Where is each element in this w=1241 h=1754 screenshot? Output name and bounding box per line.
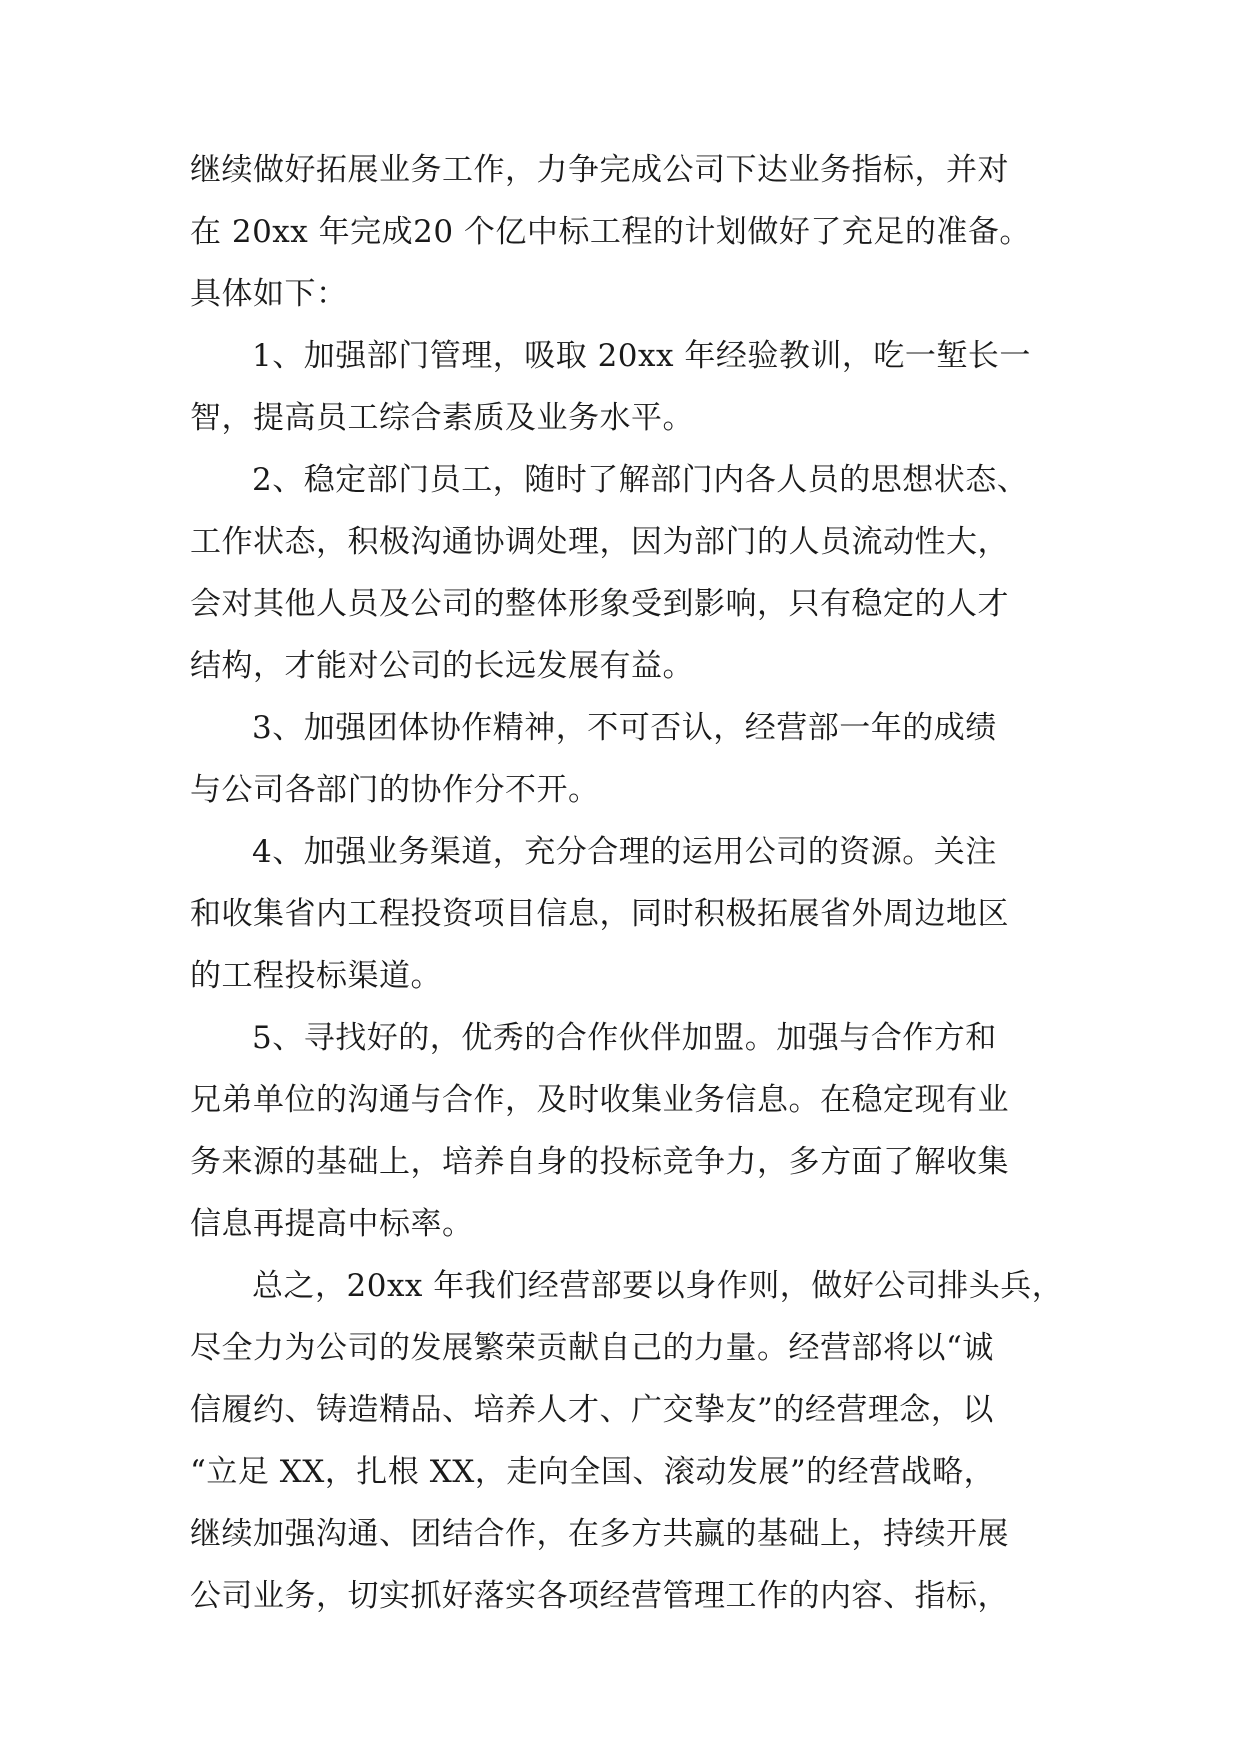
text-line: “立足 XX，扎根 XX，走向全国、滚动发展”的经营战略， xyxy=(190,1454,996,1490)
text-line: 继续加强沟通、团结合作，在多方共赢的基础上，持续开展 xyxy=(190,1516,1009,1552)
text-line: 具体如下： xyxy=(190,276,348,312)
list-item-3: 3、加强团体协作精神，不可否认，经营部一年的成绩 xyxy=(252,710,997,746)
list-item-5: 5、寻找好的，优秀的合作伙伴加盟。加强与合作方和 xyxy=(252,1020,997,1056)
summary-paragraph: 总之，20xx 年我们经营部要以身作则，做好公司排头兵， xyxy=(252,1268,1064,1304)
text-line: 结构，才能对公司的长远发展有益。 xyxy=(190,648,694,684)
text-line: 和收集省内工程投资项目信息，同时积极拓展省外周边地区 xyxy=(190,896,1009,932)
list-item-2: 2、稳定部门员工，随时了解部门内各人员的思想状态、 xyxy=(252,462,1029,498)
text-line: 公司业务，切实抓好落实各项经营管理工作的内容、指标， xyxy=(190,1578,1009,1614)
list-item-4: 4、加强业务渠道，充分合理的运用公司的资源。关注 xyxy=(252,834,997,870)
text-line: 信息再提高中标率。 xyxy=(190,1206,474,1242)
text-line: 智，提高员工综合素质及业务水平。 xyxy=(190,400,694,436)
text-line: 的工程投标渠道。 xyxy=(190,958,442,994)
list-item-1: 1、加强部门管理，吸取 20xx 年经验教训，吃一堑长一 xyxy=(252,338,1031,374)
text-line: 与公司各部门的协作分不开。 xyxy=(190,772,600,808)
text-line: 会对其他人员及公司的整体形象受到影响，只有稳定的人才 xyxy=(190,586,1009,622)
text-line: 工作状态，积极沟通协调处理，因为部门的人员流动性大， xyxy=(190,524,1009,560)
text-line: 兄弟单位的沟通与合作，及时收集业务信息。在稳定现有业 xyxy=(190,1082,1009,1118)
text-line: 尽全力为公司的发展繁荣贡献自己的力量。经营部将以“诚 xyxy=(190,1330,994,1366)
text-line: 务来源的基础上，培养自身的投标竞争力，多方面了解收集 xyxy=(190,1144,1009,1180)
text-line: 在 20xx 年完成20 个亿中标工程的计划做好了充足的准备。 xyxy=(190,214,1031,250)
text-line: 继续做好拓展业务工作，力争完成公司下达业务指标，并对 xyxy=(190,152,1009,188)
text-line: 信履约、铸造精品、培养人才、广交挚友”的经营理念，以 xyxy=(190,1392,994,1428)
